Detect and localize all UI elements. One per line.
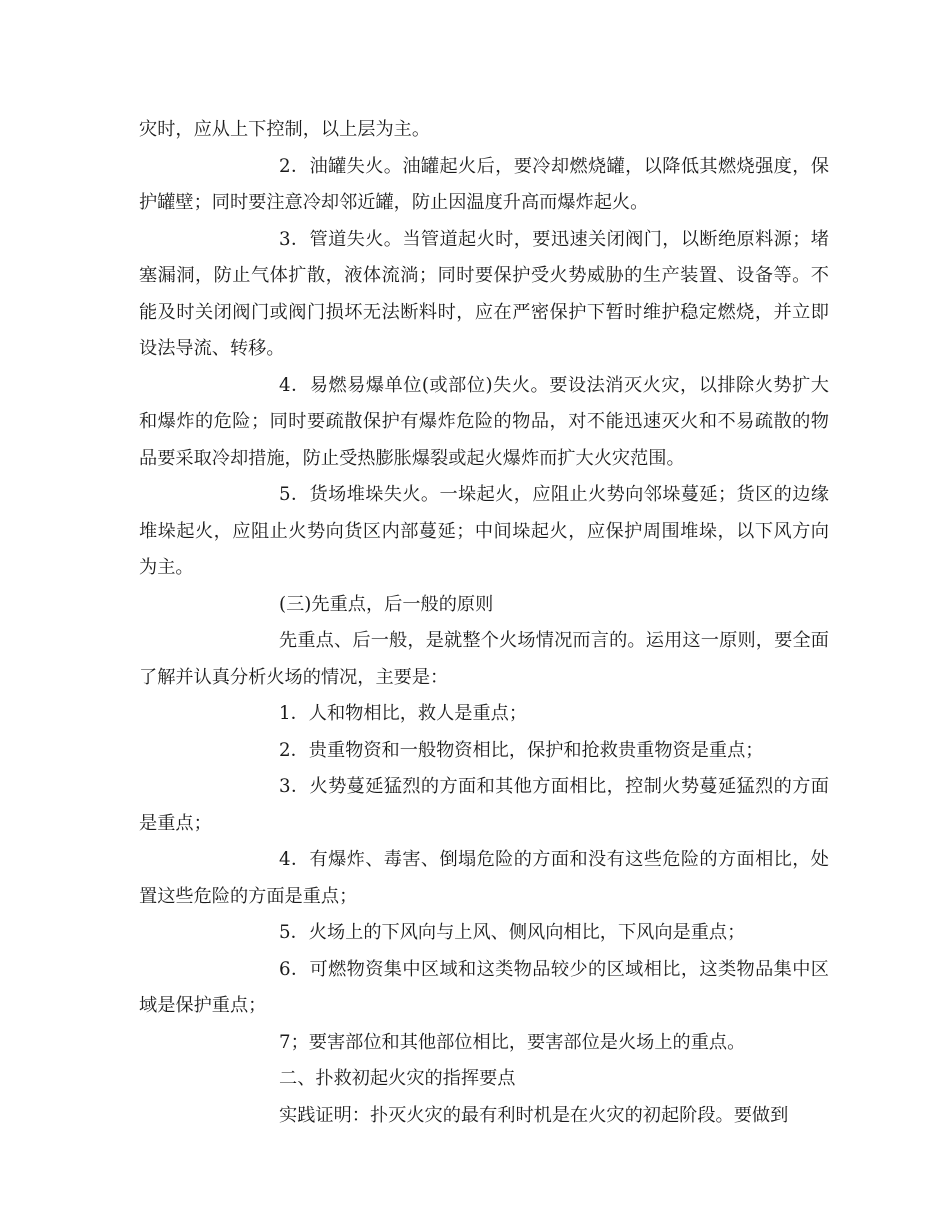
paragraph-yard-stack-fire: 5．货场堆垛失火。一垛起火，应阻止火势向邻垛蔓延；货区的边缘堆垛起火，应阻止火势向货区内部蔓延；中间垛起火，应保护周围堆垛，以下风方向为主。 xyxy=(139,484,829,578)
paragraph-priority-intro: 先重点、后一般，是就整个火场情况而言的。运用这一原则，要全面了解并认真分析火场的情况，主要是： xyxy=(139,630,829,688)
section-heading-priority-principle: (三)先重点，后一般的原则 xyxy=(279,593,494,615)
list-item-priority-1: 1．人和物相比，救人是重点； xyxy=(279,703,528,724)
paragraph-pipeline-fire: 3．管道失火。当管道起火时，要迅速关闭阀门，以断绝原料源；堵塞漏洞，防止气体扩散，液体流淌；同时要保护受火势威胁的生产装置、设备等。不能及时关闭阀门或阀门损坏无法断料时，应在严密保护下暂时维护稳定燃烧，并立即设法导流、转移。 xyxy=(139,228,829,359)
paragraph-continuation: 灾时，应从上下控制，以上层为主。 xyxy=(139,119,431,140)
list-item-priority-2: 2．贵重物资和一般物资相比，保护和抢救贵重物资是重点； xyxy=(279,739,764,761)
paragraph-oil-tank-fire: 2．油罐失火。油罐起火后，要冷却燃烧罐，以降低其燃烧强度，保护罐壁；同时要注意冷却邻近罐，防止因温度升高而爆炸起火。 xyxy=(139,155,829,213)
document-body xyxy=(139,112,829,1134)
section-heading-initial-fire-command: 二、扑救初起火灾的指挥要点 xyxy=(279,1068,516,1089)
paragraph-explosive-unit-fire: 4．易燃易爆单位(或部位)失火。要设法消灭火灾，以排除火势扩大和爆炸的危险；同时要疏散保护有爆炸危险的物品，对不能迅速灭火和不易疏散的物品要采取冷却措施，防止受热膨胀爆裂或起火爆炸而扩大火灾范围。 xyxy=(139,374,829,469)
paragraph-practice-proof: 实践证明：扑灭火灾的最有利时机是在火灾的初起阶段。要做到 xyxy=(279,1104,789,1126)
list-item-priority-3: 3．火势蔓延猛烈的方面和其他方面相比，控制火势蔓延猛烈的方面是重点； xyxy=(139,776,829,834)
list-item-priority-4: 4．有爆炸、毒害、倒塌危险的方面和没有这些危险的方面相比，处置这些危险的方面是重点； xyxy=(139,849,829,907)
list-item-priority-7: 7；要害部位和其他部位相比，要害部位是火场上的重点。 xyxy=(279,1031,746,1053)
list-item-priority-6: 6．可燃物资集中区域和这类物品较少的区域相比，这类物品集中区域是保护重点； xyxy=(139,958,829,1016)
list-item-priority-5: 5．火场上的下风向与上风、侧风向相比，下风向是重点； xyxy=(279,922,746,943)
